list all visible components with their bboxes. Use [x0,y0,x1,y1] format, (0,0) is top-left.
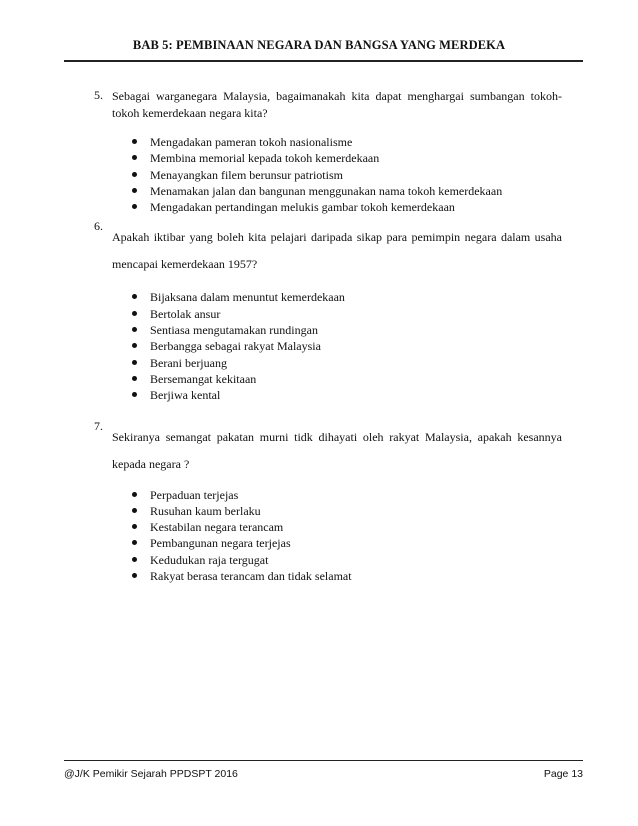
answer-item [132,199,562,215]
answer-text: Pembangunan negara terjejas [150,536,291,551]
answer-text: Bersemangat kekitaan [150,371,257,386]
answer-text: Bertolak ansur [150,306,221,321]
question-number: 5. [94,88,103,102]
answer-text: Berani berjuang [150,355,227,370]
answer-item [132,387,562,403]
bullet-icon [132,508,137,513]
question [94,88,562,122]
question-text: Sebagai warganegara Malaysia, bagaimanakah kita dapat menghargai sumbangan tokoh-tokoh kemerdekaan negara kita? [112,89,562,120]
bullet-icon [132,294,137,299]
footer-credit: @J/K Pemikir Sejarah PPDSPT 2016 [64,768,238,780]
answer-item [132,355,562,371]
answer-list [94,487,562,585]
question [94,219,562,278]
answer-item [132,150,562,166]
question-number: 7. [94,418,103,433]
question [94,418,562,478]
answer-item [132,167,562,183]
answer-item [132,552,562,568]
bullet-icon [132,139,137,144]
answer-item [132,289,562,305]
bullet-icon [132,188,137,193]
answer-item [132,338,562,354]
bullet-icon [132,327,137,332]
question-text: Sekiranya semangat pakatan murni tidk dihayati oleh rakyat Malaysia, apakah kesannya kepada negara ? [112,429,562,471]
answer-item [132,322,562,338]
answer-text: Membina memorial kepada tokoh kemerdekaan [150,151,380,166]
answer-item [132,487,562,503]
bullet-icon [132,343,137,348]
bullet-icon [132,492,137,497]
answer-text: Bijaksana dalam menuntut kemerdekaan [150,290,345,305]
answer-text: Kestabilan negara terancam [150,520,284,535]
answer-item [132,503,562,519]
bullet-icon [132,540,137,545]
answer-text: Mengadakan pameran tokoh nasionalisme [150,135,353,149]
footer-divider [64,760,583,761]
question-block-6 [94,219,562,403]
answer-item [132,183,562,199]
answer-list [94,289,562,403]
chapter-title: BAB 5: PEMBINAAN NEGARA DAN BANGSA YANG MERDEKA [132,38,506,52]
answer-item [132,306,562,322]
question-block-7 [94,418,562,585]
question-block-5 [94,88,562,215]
answer-text: Berbangga sebagai rakyat Malaysia [150,339,321,354]
answer-item [132,134,562,150]
answer-item [132,519,562,535]
bullet-icon [132,524,137,529]
document-body [94,88,562,584]
bullet-icon [132,376,137,381]
answer-text: Mengadakan pertandingan melukis gambar tokoh kemerdekaan [150,200,455,215]
question-text: Apakah iktibar yang boleh kita pelajari daripada sikap para pemimpin negara dalam usaha mencapai kemerdekaan 1957? [112,230,562,272]
answer-text: Berjiwa kental [150,388,221,403]
answer-item [132,535,562,551]
answer-text: Menamakan jalan dan bangunan menggunakan nama tokoh kemerdekaan [150,183,503,198]
bullet-icon [132,573,137,578]
answer-item [132,371,562,387]
answer-list [94,134,562,215]
bullet-icon [132,392,137,397]
header-divider [64,60,583,62]
answer-text: Rusuhan kaum berlaku [150,503,261,518]
bullet-icon [132,172,137,177]
bullet-icon [132,360,137,365]
bullet-icon [132,311,137,316]
bullet-icon [132,557,137,562]
page-number: Page 13 [543,768,583,780]
answer-text: Kedudukan raja tergugat [150,552,269,567]
question-number: 6. [94,219,103,234]
answer-item [132,568,562,584]
bullet-icon [132,204,137,209]
bullet-icon [132,155,137,160]
answer-text: Rakyat berasa terancam dan tidak selamat [150,569,352,584]
answer-text: Sentiasa mengutamakan rundingan [150,323,318,338]
answer-text: Perpaduan terjejas [150,487,239,502]
answer-text: Menayangkan filem berunsur patriotism [150,167,343,182]
